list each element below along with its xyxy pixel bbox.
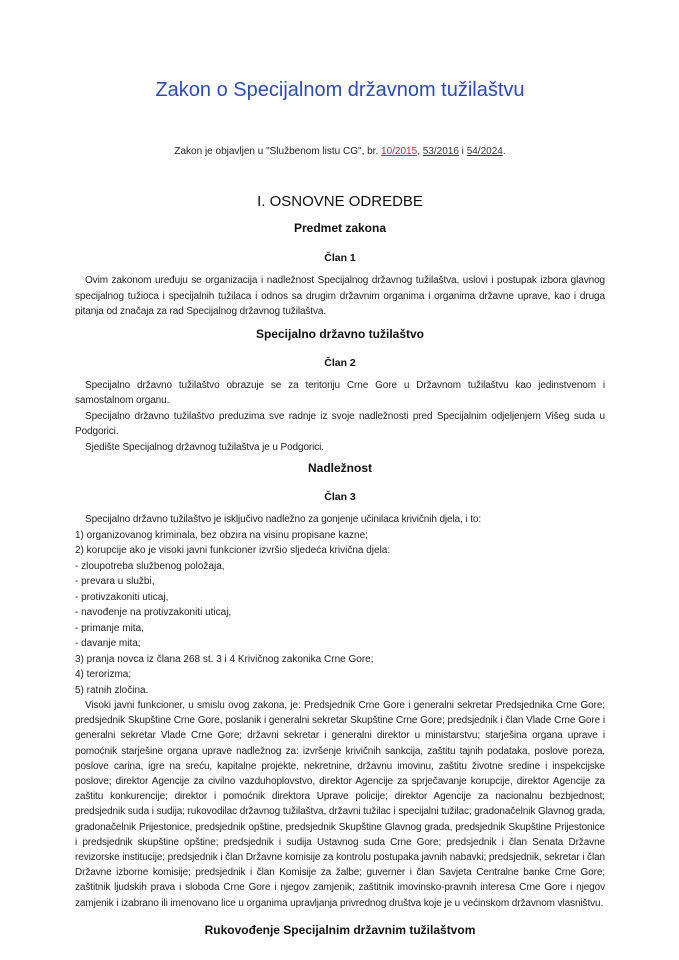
article-2-label: Član 2 [324, 356, 356, 369]
gazette-link-2024[interactable]: 54/2024 [466, 146, 503, 157]
article-2-body [75, 378, 605, 456]
article-3-body [75, 512, 605, 911]
heading-predmet-zakona: Predmet zakona [293, 221, 387, 235]
list-item: - primanje mita, [75, 622, 144, 634]
article-3-label: Član 3 [324, 491, 356, 503]
list-item: - prevara u službi, [75, 576, 155, 587]
list-item: 5) ratnih zločina. [75, 684, 149, 696]
article-3-intro: Specijalno državno tužilaštvo je isključivo nadležno za gonjenje učinilaca krivičnih djela, i to: [85, 514, 482, 525]
list-item: - navođenje na protivzakoniti uticaj, [75, 607, 232, 618]
publication-prefix: Zakon je objavljen u "Službenom listu CG", br. [174, 146, 382, 157]
heading-specijalno-tuzilastvo: Specijalno državno tužilaštvo [255, 326, 425, 341]
list-item: 2) korupcije ako je visoki javni funkcioner izvršio sljedeća krivična djela: [75, 545, 391, 556]
list-item: 3) pranja novca iz člana 268 st. 3 i 4 Krivičnog zakonika Crne Gore; [75, 653, 374, 665]
list-item: 4) terorizma; [75, 669, 132, 680]
list-item: - davanje mita; [75, 638, 141, 649]
article-1-text: Ovim zakonom uređuju se organizacija i nadležnost Specijalnog državnog tužilaštva, uslovi i postupak izbora glavnog specijalnog tužioca i specijalnih tužilaca i odnos sa drugim državnim organima i organima državne uprave, kao i druga pitanja od značaja za rad Specijalnog državnog tužilaštva. [75, 275, 605, 317]
gazette-link-2016[interactable]: 53/2016 [422, 146, 459, 157]
list-item: - protivzakoniti uticaj, [75, 591, 169, 603]
heading-nadleznost: Nadležnost [307, 461, 372, 475]
separator: , [417, 146, 423, 157]
gazette-link-2015[interactable]: 10/2015 [381, 146, 418, 157]
list-item: 1) organizovanog kriminala, bez obzira na visinu propisane kazne; [75, 529, 368, 541]
article-1-label: Član 1 [324, 252, 356, 264]
publication-suffix: . [502, 146, 506, 157]
article-2-paragraph: Specijalno državno tužilaštvo obrazuje se za teritoriju Crne Gore u Državnom tužilaštvu kao jedinstvenom i samostalnom organu. [75, 379, 605, 406]
publication-note [75, 146, 605, 158]
article-2-paragraph: Sjedište Specijalnog državnog tužilaštva je u Podgorici. [85, 441, 324, 453]
heading-rukovodjenje: Rukovođenje Specijalnim državnim tužilaštvom [204, 922, 476, 937]
article-2-paragraph: Specijalno državno tužilaštvo preduzima sve radnje iz svoje nadležnosti pred Specijalnim odjeljenjem Višeg suda u Podgorici. [75, 410, 605, 437]
separator: i [458, 146, 467, 157]
article-3-definition: Visoki javni funkcioner, u smislu ovog zakona, je: Predsjednik Crne Gore i generalni sekretar Predsjednika Crne Gore; predsjednik Skupštine Crne Gore, poslanik i generalni sekretar Skupštine Crne Gore; predsjednik i član Vlade Crne Gore i generalni sekretar Vlade Crne Gore; državni sekretar i generalni direktor u ministarstvu; starješina organa uprave i pomoćnik starješine organa uprave nadležnog za: izvršenje krivičnih sankcija, zaštitu tajnih podataka, poslove poreza, poslove carina, igre na sreću, kapitalne projekte, nekretnine, državnu imovinu, zaštitu životne sredine i inspekcijske poslove; direktor Agencije za civilno vazduhoplovstvo, direktor Agencije za sprječavanje korupcije, direktor Agencije za zaštitu konkurencije; direktor i pomoćnik direktora Uprave policije; direktor Agencije za nacionalnu bezbjednost; predsjednik suda i sudija; rukovodilac državnog tužilaštva, državni tužilac i specijalni tužilac; gradonačelnik Glavnog grada, gradonačelnik Prijestonice, predsjednik opštine, predsjednik Skupštine Glavnog grada, predsjednik Skupštine Prijestonice i predsjednik skupštine opštine; predsjednik i sudija Ustavnog suda Crne Gore; predsjednik i član Senata Državne revizorske institucije; predsjednik i član Državne komisije za kontrolu postupaka javnih nabavki; predsjednik, sekretar i član Državne izborne komisije; predsjednik i član Komisije za žalbe; guverner i član Savjeta Centralne banke Crne Gore; zaštitnik ljudskih prava i sloboda Crne Gore i njegov zamjenik; zaštitnik imovinsko-pravnih interesa Crne Gore i njegov zamjenik i izabrano ili imenovano lice u organima upravljanja privrednog društva koje je u većinskom državnom vlasništvu. [75, 700, 605, 909]
section-heading: I. OSNOVNE ODREDBE [257, 193, 423, 210]
list-item: - zloupotreba službenog položaja, [75, 560, 225, 572]
document-title: Zakon o Specijalnom državnom tužilaštvu [155, 79, 525, 101]
document-page [75, 0, 605, 957]
